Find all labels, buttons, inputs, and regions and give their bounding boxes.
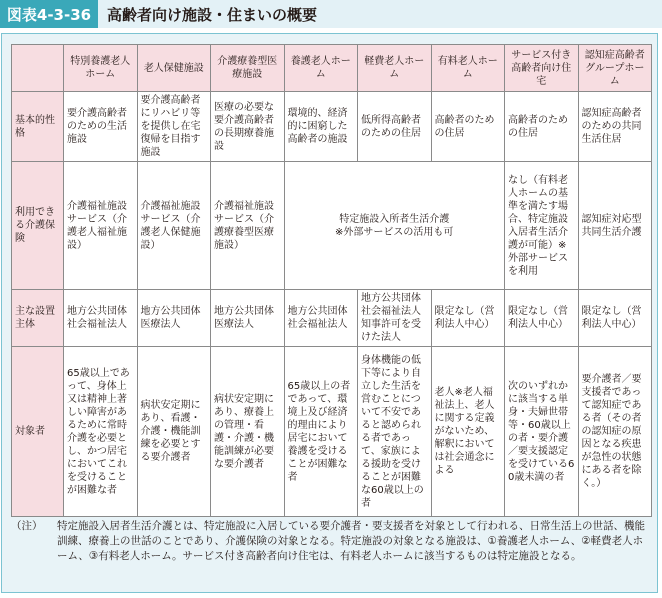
merged-cell-line: 特定施設入所者生活介護 xyxy=(339,213,450,225)
table-cell: 地方公共団体医療法人 xyxy=(211,290,285,347)
table-cell: 限定なし（営利法人中心） xyxy=(505,290,579,347)
row-header: 利用できる介護保険 xyxy=(12,162,64,290)
row-header: 対象者 xyxy=(12,347,64,517)
table-cell: 65歳以上の者であって、環境上及び経済的理由により居宅において養護を受けることが困難な者 xyxy=(284,347,358,517)
table-cell: 病状安定期にあり、療養上の管理・看護・介護・機能訓練が必要な要介護者 xyxy=(211,347,285,517)
header-cell: 認知症高齢者グループホーム xyxy=(578,45,652,92)
table-cell: 老人※老人福祉法上、老人に関する定義がないため、解釈においては社会通念による xyxy=(431,347,505,517)
table-cell: 65歳以上であって、身体上又は精神上著しい障害があるために常時介護を必要とし、かつ居宅においてこれを受けることが困難な者 xyxy=(64,347,138,517)
table-cell: 高齢者のための住居 xyxy=(431,92,505,162)
table-cell: 低所得高齢者のための住居 xyxy=(358,92,432,162)
header-cell: 特別養護老人ホーム xyxy=(64,45,138,92)
table-cell: なし（有料老人ホームの基準を満たす場合、特定施設入居者生活介護が可能）※外部サービスを利用 xyxy=(505,162,579,290)
table-cell: 限定なし（営利法人中心） xyxy=(431,290,505,347)
header-corner xyxy=(12,45,64,92)
table-cell: 介護福祉施設サービス（介護老人福祉施設） xyxy=(64,162,138,290)
table-cell: 病状安定期にあり、看護・介護・機能訓練を必要とする要介護者 xyxy=(137,347,211,517)
header-cell: 有料老人ホーム xyxy=(431,45,505,92)
header-cell: 老人保健施設 xyxy=(137,45,211,92)
footnote-mark: （注） xyxy=(11,520,43,532)
footnote-text: 特定施設入居者生活介護とは、特定施設に入居している要介護者・要支援者を対象として行われる、日常生活上の世話、機能訓練、療養上の世話のことであり、介護保険の対象となる。特定施設の対象となる施設は、①養護老人ホーム、②軽費老人ホーム、③有料老人ホーム。サービス付き高齢者向け住宅は、有料老人ホームに該当するものは特定施設となる。 xyxy=(57,520,645,562)
table-cell: 認知症高齢者のための共同生活住居 xyxy=(578,92,652,162)
table-cell: 要介護高齢者にリハビリ等を提供し在宅復帰を目指す施設 xyxy=(137,92,211,162)
table-cell-merged xyxy=(284,162,505,290)
table-cell: 介護福祉施設サービス（介護療養型医療施設） xyxy=(211,162,285,290)
table-row xyxy=(12,162,652,290)
table-cell: 高齢者のための住居 xyxy=(505,92,579,162)
table-cell: 地方公共団体社会福祉法人 xyxy=(284,290,358,347)
row-header: 主な設置主体 xyxy=(12,290,64,347)
table-cell: 要介護高齢者のための生活施設 xyxy=(64,92,138,162)
header-cell: サービス付き高齢者向け住宅 xyxy=(505,45,579,92)
row-header: 基本的性格 xyxy=(12,92,64,162)
table-cell: 介護福祉施設サービス（介護老人保健施設） xyxy=(137,162,211,290)
table-cell: 限定なし（営利法人中心） xyxy=(578,290,652,347)
figure-header xyxy=(0,0,662,28)
merged-cell-line: ※外部サービスの活用も可 xyxy=(335,226,454,238)
facility-overview-table xyxy=(11,44,652,517)
table-row xyxy=(12,347,652,517)
table-cell: 地方公共団体医療法人 xyxy=(137,290,211,347)
figure-title: 高齢者向け施設・住まいの概要 xyxy=(98,0,662,28)
table-cell: 要介護者／要支援者であって認知症である者（その者の認知症の原因となる疾患が急性の状態にある者を除く。） xyxy=(578,347,652,517)
header-cell: 介護療養型医療施設 xyxy=(211,45,285,92)
table-cell: 認知症対応型共同生活介護 xyxy=(578,162,652,290)
table-cell: 地方公共団体社会福祉法人 xyxy=(64,290,138,347)
table-row xyxy=(12,92,652,162)
table-cell: 身体機能の低下等により自立した生活を営むことについて不安であると認められる者であって、家族による援助を受けることが困難な60歳以上の者 xyxy=(358,347,432,517)
footnote xyxy=(11,519,652,564)
table-cell: 次のいずれかに該当する単身・夫婦世帯等・60歳以上の者・要介護／要支援認定を受けている60歳未満の者 xyxy=(505,347,579,517)
table-cell: 医療の必要な要介護高齢者の長期療養施設 xyxy=(211,92,285,162)
table-cell: 地方公共団体社会福祉法人知事許可を受けた法人 xyxy=(358,290,432,347)
figure-label: 図表4-3-36 xyxy=(0,0,98,28)
header-cell: 養護老人ホーム xyxy=(284,45,358,92)
table-cell: 環境的、経済的に困窮した高齢者の施設 xyxy=(284,92,358,162)
table-header-row xyxy=(12,45,652,92)
table-row xyxy=(12,290,652,347)
header-cell: 軽費老人ホーム xyxy=(358,45,432,92)
